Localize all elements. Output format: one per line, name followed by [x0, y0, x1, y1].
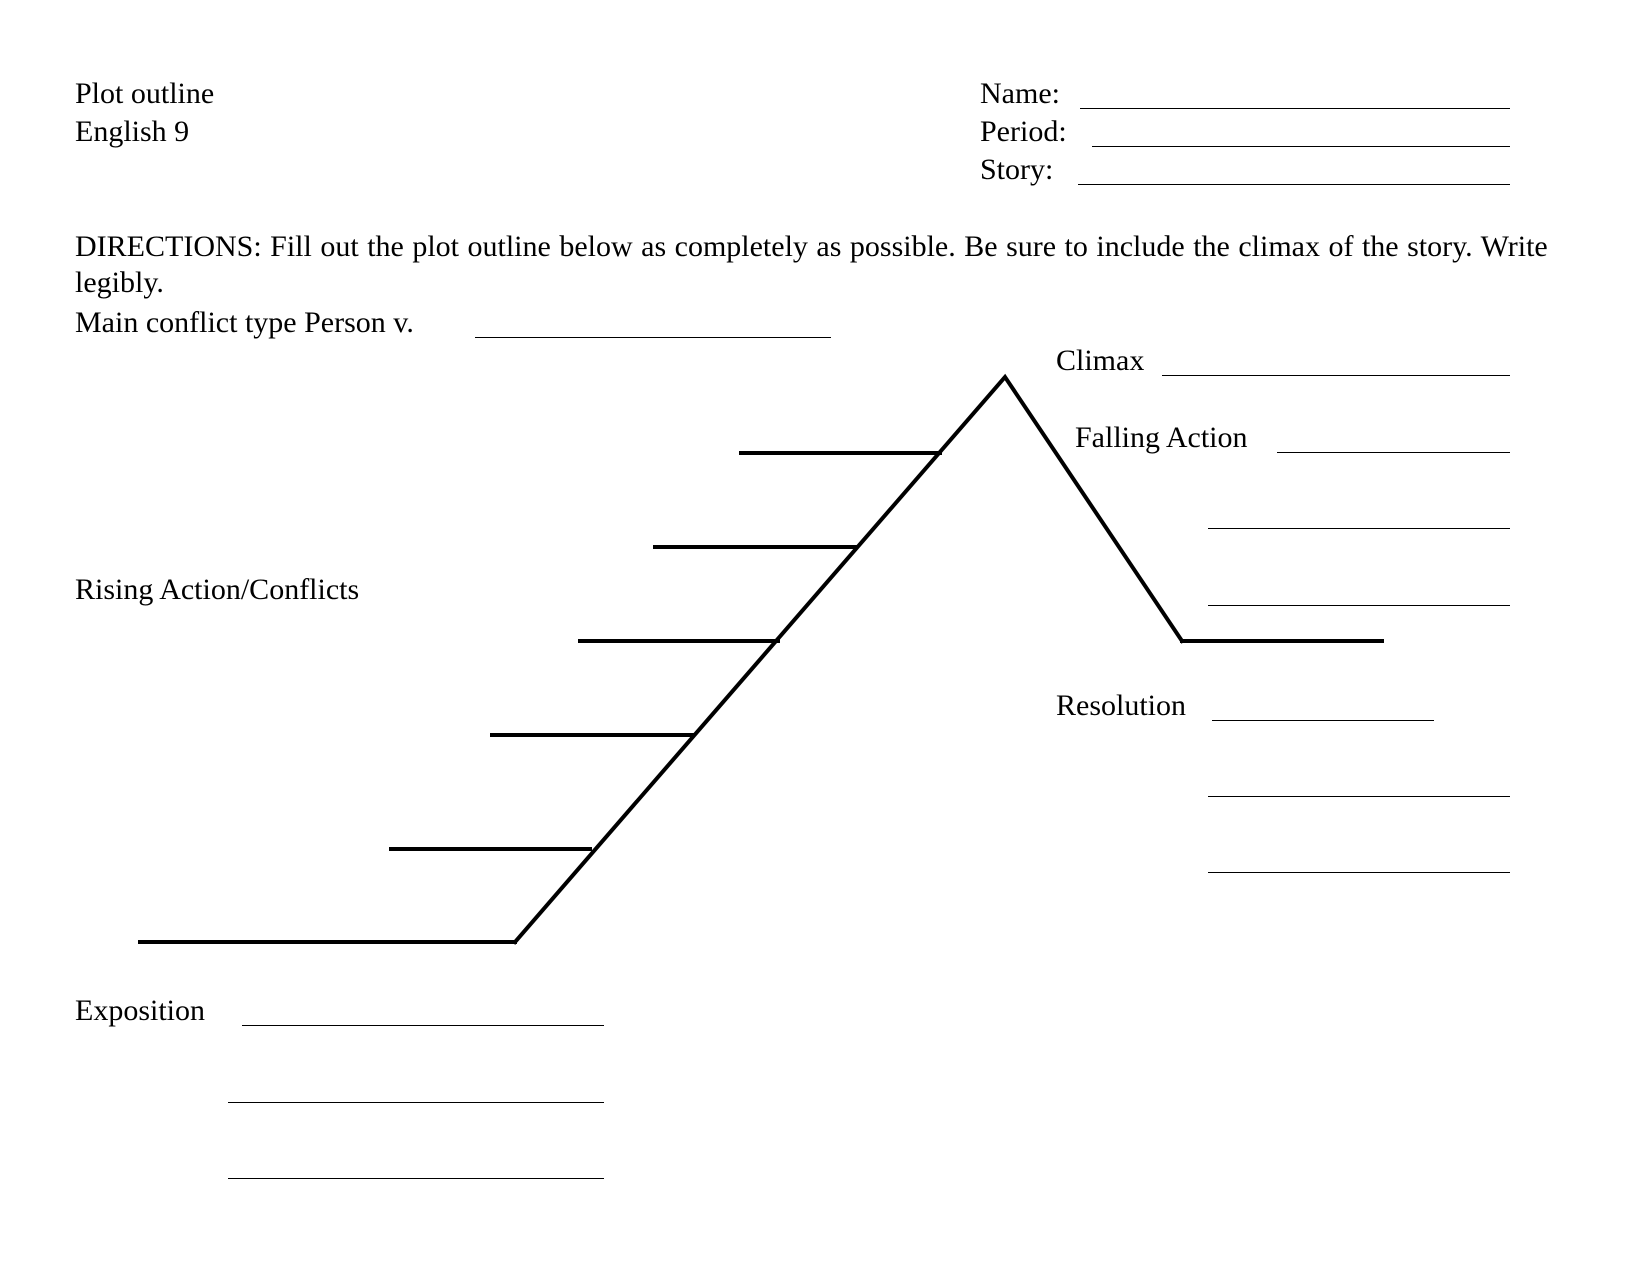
- falling-action-blank-2[interactable]: [1208, 528, 1510, 529]
- resolution-blank-3[interactable]: [1208, 872, 1510, 873]
- falling-action-blank-1[interactable]: [1277, 452, 1510, 453]
- exposition-label: Exposition: [75, 994, 206, 1027]
- conflict-type-label: Main conflict type Person v.: [75, 306, 414, 339]
- falling-action-label: Falling Action: [1075, 421, 1248, 454]
- falling-action-blank-3[interactable]: [1208, 605, 1510, 606]
- worksheet-title: Plot outline: [75, 77, 215, 110]
- resolution-blank-1[interactable]: [1212, 720, 1434, 721]
- climax-label: Climax: [1056, 344, 1145, 377]
- name-label: Name:: [980, 77, 1060, 110]
- plot-mountain-line: [515, 377, 1182, 942]
- exposition-blank-2[interactable]: [228, 1102, 604, 1103]
- exposition-blank-3[interactable]: [228, 1178, 604, 1179]
- resolution-label: Resolution: [1056, 689, 1187, 722]
- period-label: Period:: [980, 115, 1067, 148]
- story-label: Story:: [980, 153, 1054, 186]
- exposition-blank-1[interactable]: [242, 1025, 604, 1026]
- climax-blank[interactable]: [1162, 375, 1510, 376]
- rising-action-label: Rising Action/Conflicts: [75, 573, 360, 606]
- directions-text: DIRECTIONS: Fill out the plot outline below as completely as possible. Be sure to include the climax of the story. Write legibly.: [75, 230, 1548, 299]
- resolution-blank-2[interactable]: [1208, 796, 1510, 797]
- course-name: English 9: [75, 115, 190, 148]
